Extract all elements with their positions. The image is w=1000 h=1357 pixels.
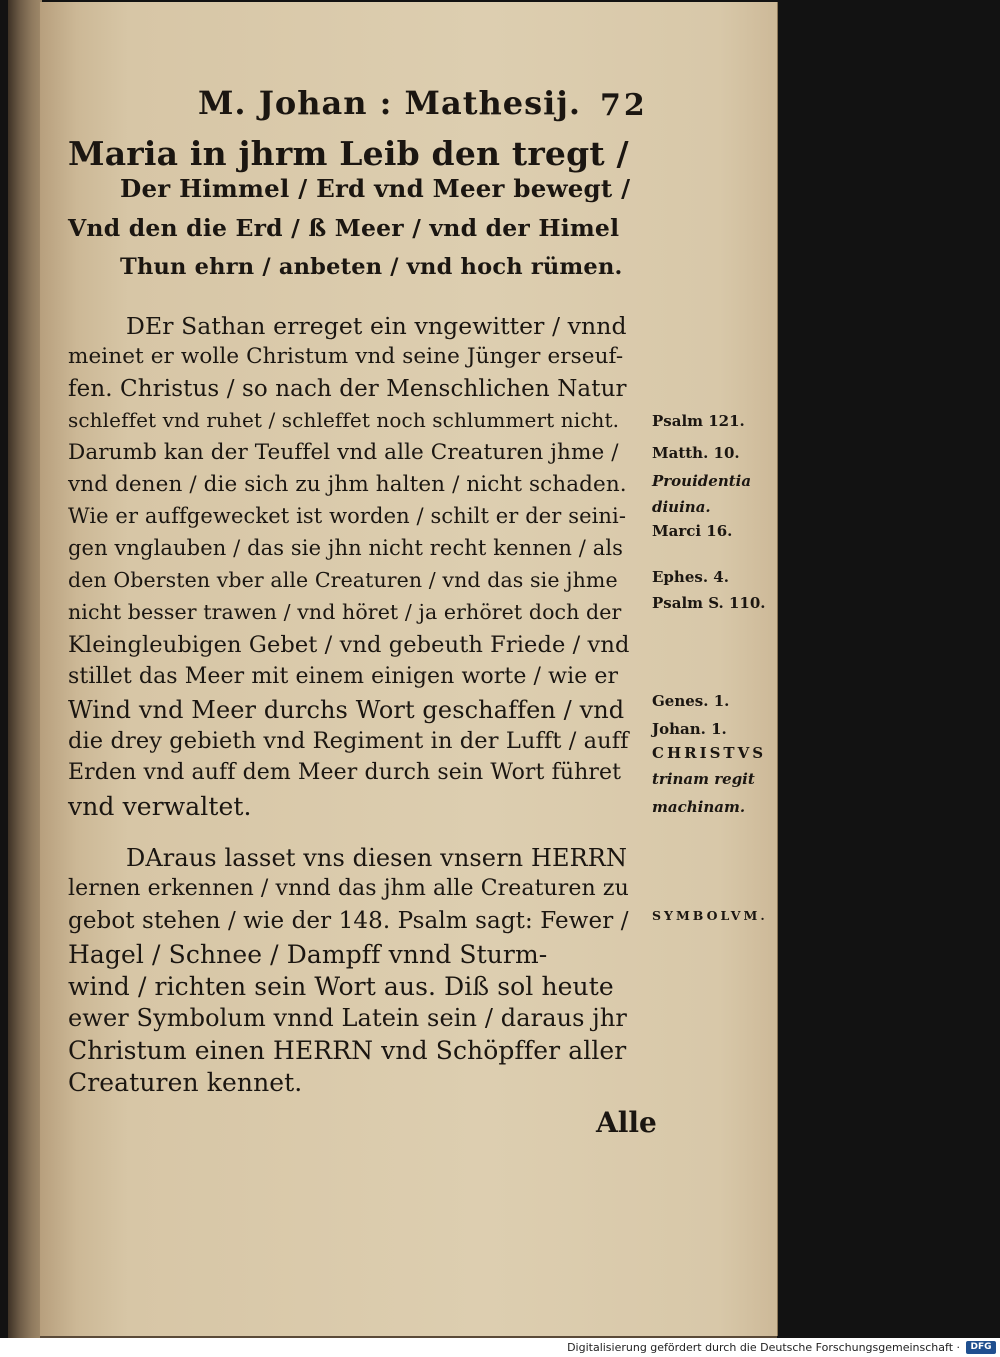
text-line: Wie er auffgewecket ist worden / schilt er der seini- bbox=[68, 504, 627, 528]
text-line: DAraus lasset vns diesen vnsern HERRN bbox=[126, 844, 628, 872]
dfg-logo: DFG bbox=[966, 1341, 996, 1354]
text-line: gebot stehen / wie der 148. Psalm sagt: Fewer / bbox=[68, 908, 629, 934]
text-line: wind / richten sein Wort aus. Diß sol heute bbox=[68, 972, 614, 1001]
text-line: Darumb kan der Teuffel vnd alle Creaturen jhme / bbox=[68, 440, 619, 465]
verse-line: Maria in jhrm Leib den tregt / bbox=[68, 134, 629, 173]
marginal-note: CHRISTVS bbox=[652, 744, 767, 762]
verse-line: Vnd den die Erd / ß Meer / vnd der Himel bbox=[68, 214, 620, 242]
text-line: meinet er wolle Christum vnd seine Jünger erseuf- bbox=[68, 344, 624, 369]
marginal-note: Ephes. 4. bbox=[652, 568, 729, 586]
marginal-note: Psalm 121. bbox=[652, 412, 745, 430]
marginal-note: Marci 16. bbox=[652, 522, 733, 540]
verse-line: Der Himmel / Erd vnd Meer bewegt / bbox=[120, 174, 631, 203]
verse-line: Thun ehrn / anbeten / vnd hoch rümen. bbox=[120, 254, 623, 280]
marginal-note: Johan. 1. bbox=[652, 720, 727, 738]
text-line: DEr Sathan erreget ein vngewitter / vnnd bbox=[126, 312, 627, 340]
text-line: Creaturen kennet. bbox=[68, 1068, 303, 1097]
text-line: Christum einen HERRN vnd Schöpffer aller bbox=[68, 1036, 627, 1065]
text-line: Wind vnd Meer durchs Wort geschaffen / vnd bbox=[68, 696, 625, 724]
text-line: Kleingleubigen Gebet / vnd gebeuth Friede / vnd bbox=[68, 632, 630, 658]
marginal-note: Psalm S. 110. bbox=[652, 594, 766, 612]
text-line: ewer Symbolum vnnd Latein sein / daraus jhr bbox=[68, 1004, 627, 1032]
running-title: M. Johan : Mathesij. bbox=[198, 84, 581, 122]
text-line: stillet das Meer mit einem einigen worte / wie er bbox=[68, 664, 619, 689]
text-line: den Obersten vber alle Creaturen / vnd das sie jhme bbox=[68, 568, 618, 592]
marginal-note: diuina. bbox=[652, 498, 711, 516]
text-line: vnd verwaltet. bbox=[68, 792, 252, 821]
footer-bar bbox=[0, 1338, 1000, 1357]
marginal-note: Matth. 10. bbox=[652, 444, 740, 462]
marginal-note: SYMBOLVM. bbox=[652, 908, 768, 923]
book-page bbox=[40, 2, 778, 1336]
text-line: vnd denen / die sich zu jhm halten / nicht schaden. bbox=[68, 472, 627, 497]
marginal-note: Genes. 1. bbox=[652, 692, 730, 710]
text-line: schleffet vnd ruhet / schleffet noch schlummert nicht. bbox=[68, 408, 620, 432]
funding-credit: Digitalisierung gefördert durch die Deutsche Forschungsgemeinschaft · bbox=[567, 1341, 960, 1354]
text-line: Erden vnd auff dem Meer durch sein Wort führet bbox=[68, 760, 622, 785]
text-line: nicht besser trawen / vnd höret / ja erhöret doch der bbox=[68, 600, 622, 624]
text-line: gen vnglauben / das sie jhn nicht recht kennen / als bbox=[68, 536, 624, 560]
marginal-note: trinam regit bbox=[652, 770, 755, 788]
catchword: Alle bbox=[596, 1106, 657, 1139]
marginal-note: machinam. bbox=[652, 798, 746, 816]
text-line: Hagel / Schnee / Dampff vnnd Sturm- bbox=[68, 940, 548, 969]
text-line: fen. Christus / so nach der Menschlichen Natur bbox=[68, 376, 627, 402]
text-line: lernen erkennen / vnnd das jhm alle Creaturen zu bbox=[68, 876, 629, 901]
text-line: die drey gebieth vnd Regiment in der Lufft / auff bbox=[68, 728, 629, 754]
book-spine bbox=[8, 0, 42, 1338]
page-number: 72 bbox=[600, 88, 648, 123]
marginal-note: Prouidentia bbox=[652, 472, 752, 490]
